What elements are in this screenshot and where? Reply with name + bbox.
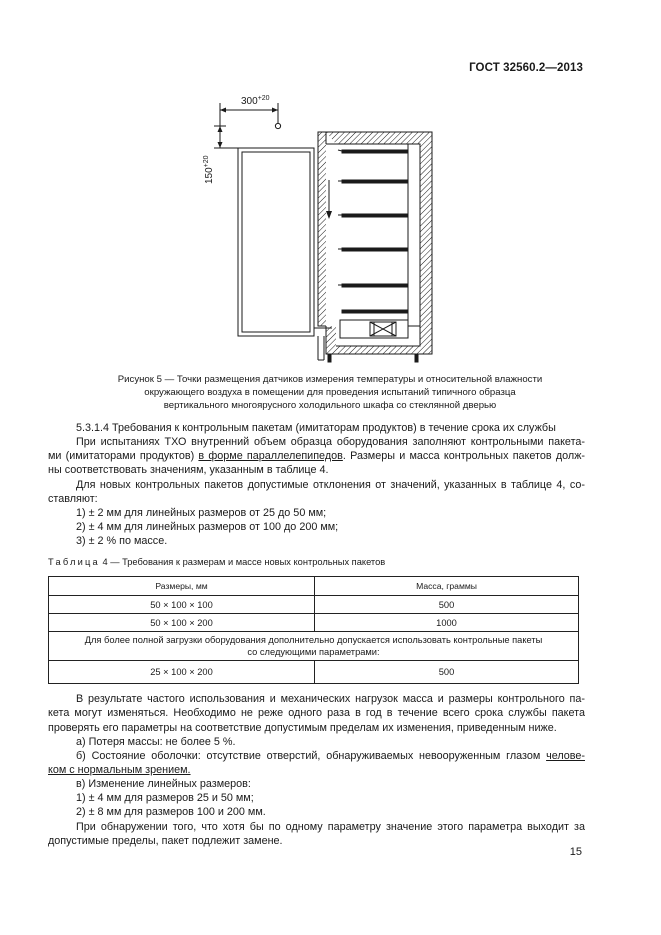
shelf-4 — [342, 248, 408, 251]
table-header-cell: Масса, граммы — [315, 577, 579, 596]
figure-caption — [80, 373, 580, 412]
requirements-table — [48, 576, 579, 684]
shelf-2 — [342, 180, 408, 183]
section-heading: 5.3.1.4 Требования к контрольным пакетам (имитаторам продуктов) в течение срока их службы — [76, 422, 556, 434]
caption-line: вертикального многоярусного холодильного шкафа со стеклянной дверью — [163, 400, 497, 411]
list-item: 1) ± 2 мм для линейных размеров от 25 до 50 мм; — [76, 507, 327, 519]
list-item: 2) ± 8 мм для размеров 100 и 200 мм. — [76, 806, 266, 818]
table-cell: 50 × 100 × 200 — [49, 614, 315, 632]
paragraph-line: допустимые пределы, пакет подлежит замене. — [48, 835, 283, 847]
dim-label-horizontal: $300^{+20}$ — [241, 95, 270, 107]
paragraph-line: При обнаружении того, что хотя бы по одному параметру значение этого параметра выходит за — [76, 821, 585, 833]
table-row — [49, 614, 579, 632]
shelf-6 — [342, 310, 408, 313]
caption-line: Рисунок 5 — Точки размещения датчиков измерения температуры и относительной влажности — [117, 374, 543, 385]
dim-label-vertical: $150^{+20}$ — [203, 155, 215, 184]
caption-line: окружающего воздуха в помещении для проведения испытаний типичного образца — [144, 387, 516, 398]
list-item: 3) ± 2 % по массе. — [76, 535, 168, 547]
list-item: 2) ± 4 мм для линейных размеров от 100 до 200 мм; — [76, 521, 339, 533]
table-cell: 50 × 100 × 100 — [49, 596, 315, 614]
glass-door-outer — [238, 148, 314, 336]
table-note-row — [49, 632, 579, 661]
list-item: в) Изменение линейных размеров: — [76, 778, 251, 790]
cabinet-leg-left — [328, 354, 331, 362]
list-item: 1) ± 4 мм для размеров 25 и 50 мм; — [76, 792, 254, 804]
shelf-5 — [342, 284, 408, 287]
table-header-cell: Размеры, мм — [49, 577, 315, 596]
paragraph-line: В результате частого использования и механических нагрузок масса и размеры контрольного па- — [76, 693, 585, 705]
underlined-phrase: челове- — [546, 750, 585, 762]
paragraph-line: ми (имитаторами продуктов) в форме параллелепипедов. Размеры и масса контрольных пакетов долж- — [48, 450, 586, 462]
table-cell: 1000 — [315, 614, 579, 632]
paragraph-line: При испытаниях ТХО внутренний объем образца оборудования заполняют контрольными пакета- — [76, 436, 585, 448]
paragraph-line: ны соответствовать значениям, указанным в таблице 4. — [48, 464, 329, 476]
shelf-1 — [342, 150, 408, 153]
paragraph-line: ставляют: — [48, 493, 98, 505]
table-cell: 500 — [315, 596, 579, 614]
table-note-cell: Для более полной загрузки оборудования дополнительно допускается использовать контрольные пакеты со следующими параметрами: — [49, 632, 579, 661]
shelf-3 — [342, 214, 408, 217]
figure-cabinet-drawing — [196, 88, 446, 378]
table-title: Таблица 4 — Требования к размерам и массе новых контрольных пакетов — [48, 557, 386, 567]
cabinet-leg-right — [415, 354, 418, 362]
sensor-point-top — [275, 123, 280, 128]
page-number: 15 — [569, 846, 582, 858]
underlined-phrase: в форме параллелепипедов — [198, 450, 343, 462]
list-item-continuation — [48, 763, 191, 777]
table-row — [49, 596, 579, 614]
glass-door-inner — [242, 152, 310, 332]
underlined-phrase: ком с нормальным зрением. — [48, 764, 191, 776]
list-item: б) Состояние оболочки: отсутствие отверстий, обнаруживаемых невооруженным глазом челове- — [76, 750, 585, 762]
table-cell: 500 — [315, 661, 579, 684]
table-row — [49, 661, 579, 684]
paragraph-line: проверять его параметры на соответствие допустимым пределам их изменения, приведенным ниже. — [48, 722, 557, 734]
table-header-row — [49, 577, 579, 596]
paragraph-line: кета могут изменяться. Необходимо не реже одного раза в год в течение всего срока службы пакета — [48, 707, 585, 719]
list-item: а) Потеря массы: не более 5 %. — [76, 736, 236, 748]
paragraph-line: Для новых контрольных пакетов допустимые отклонения от значений, указанных в таблице 4, со- — [76, 479, 585, 491]
document-code: ГОСТ 32560.2—2013 — [469, 62, 583, 74]
table-cell: 25 × 100 × 200 — [49, 661, 315, 684]
